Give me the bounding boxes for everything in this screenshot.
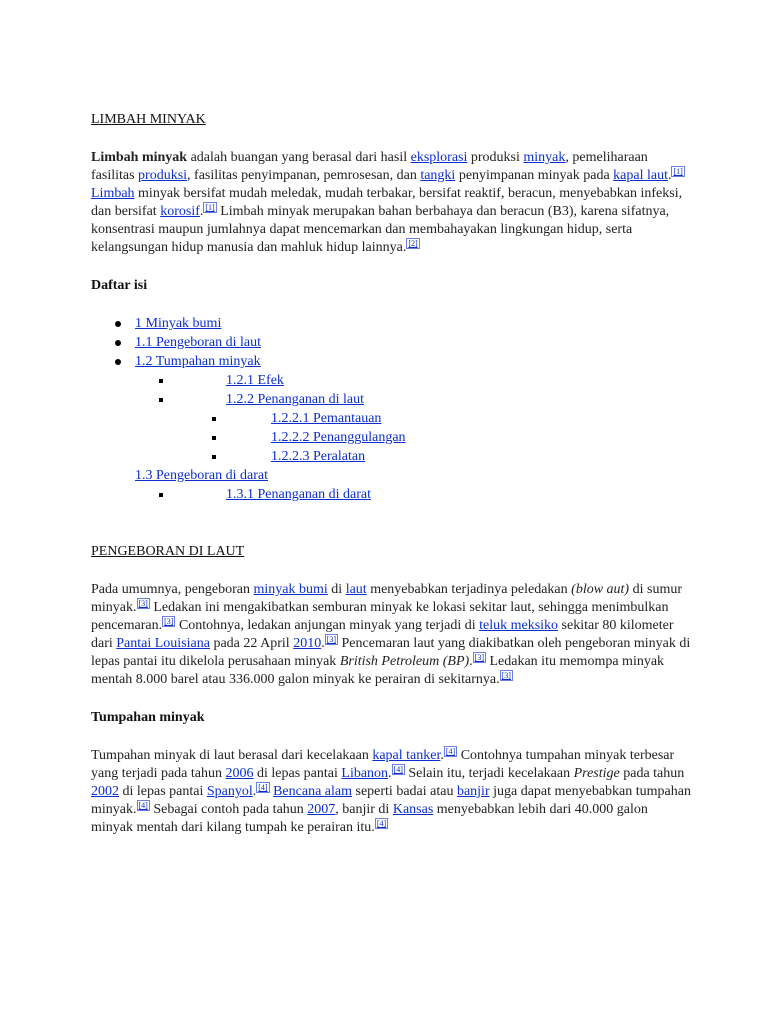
reference-link[interactable]: [4] bbox=[138, 801, 148, 810]
text: , banjir di bbox=[335, 802, 393, 817]
reference-marker bbox=[500, 670, 513, 681]
text: adalah buangan yang berasal dari hasil bbox=[187, 150, 411, 165]
bullet-square-icon bbox=[159, 493, 163, 497]
text: minyak bersifat mudah meledak, mudah terbakar, bersifat reaktif, beracun, menyebabkan infeksi, dan bersifat bbox=[91, 186, 683, 219]
reference-marker bbox=[137, 598, 150, 609]
text: . bbox=[440, 748, 444, 763]
bullet-disc-icon bbox=[115, 359, 121, 365]
toc-link-penanggulangan[interactable]: 1.2.2.2 Penanggulangan bbox=[271, 430, 406, 445]
text: penyimpanan minyak pada bbox=[455, 168, 614, 183]
section-title-pengeboran-di-laut: PENGEBORAN DI LAUT bbox=[91, 544, 245, 559]
link-laut[interactable]: laut bbox=[345, 582, 367, 597]
reference-link[interactable]: [3] bbox=[501, 671, 511, 680]
link-limbah[interactable]: Limbah bbox=[91, 186, 135, 201]
link-eksplorasi[interactable]: eksplorasi bbox=[410, 150, 468, 165]
reference-marker bbox=[375, 818, 388, 829]
italic-term: (blow aut) bbox=[571, 582, 630, 597]
toc-item bbox=[91, 314, 691, 333]
toc-item bbox=[91, 333, 691, 352]
toc-link-peralatan[interactable]: 1.2.2.3 Peralatan bbox=[271, 449, 366, 464]
text: . bbox=[252, 784, 257, 799]
reference-marker bbox=[406, 238, 419, 249]
reference-marker bbox=[392, 764, 405, 775]
toc-item bbox=[91, 485, 691, 504]
text: , fasilitas penyimpanan, pemrosesan, dan bbox=[187, 168, 421, 183]
section-title-limbah-minyak: LIMBAH MINYAK bbox=[91, 112, 206, 127]
bullet-square-icon bbox=[159, 398, 163, 402]
bullet-disc-icon bbox=[115, 321, 121, 327]
reference-link[interactable]: [3] bbox=[326, 635, 337, 644]
text: di lepas pantai bbox=[253, 766, 342, 781]
toc-item bbox=[91, 428, 691, 447]
link-korosif[interactable]: korosif bbox=[160, 204, 200, 219]
bold-term: Limbah minyak bbox=[91, 150, 188, 165]
reference-marker bbox=[256, 782, 269, 793]
toc-link-pengeboran-di-laut[interactable]: 1.1 Pengeboran di laut bbox=[135, 335, 261, 350]
text: di sumur minyak. bbox=[91, 582, 682, 615]
toc-link-penanganan-di-darat[interactable]: 1.3.1 Penanganan di darat bbox=[226, 487, 372, 502]
text: Sebagai contoh pada tahun bbox=[149, 802, 308, 817]
toc-item bbox=[91, 371, 691, 390]
text: Contohnya, ledakan anjungan minyak yang terjadi di bbox=[175, 618, 480, 633]
reference-marker bbox=[444, 746, 457, 757]
bullet-square-icon bbox=[159, 379, 163, 383]
toc-link-efek[interactable]: 1.2.1 Efek bbox=[226, 373, 284, 388]
reference-link[interactable]: [4] bbox=[376, 819, 387, 828]
paragraph-tumpahan-minyak bbox=[91, 747, 691, 837]
text: . bbox=[667, 168, 672, 183]
text: . bbox=[388, 766, 392, 781]
text: Tumpahan minyak di laut berasal dari kecelakaan bbox=[91, 748, 373, 763]
text: di lepas pantai bbox=[119, 784, 207, 799]
reference-link[interactable]: [1] bbox=[673, 167, 683, 176]
italic-term: British Petroleum (BP) bbox=[339, 654, 470, 669]
paragraph-pengeboran-di-laut bbox=[91, 581, 691, 689]
reference-link[interactable]: [3] bbox=[474, 653, 484, 662]
text: sekitar 80 kilometer dari bbox=[91, 618, 674, 651]
reference-link[interactable]: [4] bbox=[445, 747, 456, 756]
toc-item bbox=[91, 409, 691, 428]
link-minyak[interactable]: minyak bbox=[523, 150, 566, 165]
link-banjir[interactable]: banjir bbox=[456, 784, 490, 799]
text: . bbox=[321, 636, 325, 651]
link-2006[interactable]: 2006 bbox=[225, 766, 254, 781]
link-2002[interactable]: 2002 bbox=[91, 784, 119, 799]
toc-item bbox=[91, 352, 691, 371]
toc-link-tumpahan-minyak[interactable]: 1.2 Tumpahan minyak bbox=[135, 354, 261, 369]
italic-term: Prestige bbox=[573, 766, 620, 781]
link-pantai-louisiana[interactable]: Pantai Louisiana bbox=[116, 636, 210, 651]
reference-link[interactable]: [4] bbox=[393, 765, 403, 774]
text: Limbah minyak merupakan bahan berbahaya dan beracun (B3), karena sifatnya, konsentrasi maupun jumlahnya dapat mencemarkan dan membahayakan lingkungan hidup, serta kelangsungan hidup manusia dan mahluk hidup lainnya. bbox=[91, 204, 670, 255]
reference-marker bbox=[137, 800, 150, 811]
text: . bbox=[469, 654, 473, 669]
bullet-square-icon bbox=[212, 455, 216, 459]
link-teluk-meksiko[interactable]: teluk meksiko bbox=[479, 618, 559, 633]
reference-link[interactable]: [1] bbox=[205, 203, 215, 212]
text: pada tahun bbox=[619, 766, 685, 781]
bullet-square-icon bbox=[212, 436, 216, 440]
text: di bbox=[327, 582, 346, 597]
link-kapal-tanker[interactable]: kapal tanker bbox=[372, 748, 441, 763]
link-libanon[interactable]: Libanon bbox=[341, 766, 389, 781]
reference-marker bbox=[162, 616, 175, 627]
reference-marker bbox=[325, 634, 338, 645]
text: Selain itu, terjadi kecelakaan bbox=[404, 766, 574, 781]
text: Contohnya tumpahan minyak terbesar yang terjadi pada tahun bbox=[91, 748, 675, 781]
table-of-contents bbox=[91, 314, 691, 504]
link-spanyol[interactable]: Spanyol bbox=[206, 784, 253, 799]
reference-link[interactable]: [3] bbox=[164, 617, 174, 626]
toc-item bbox=[91, 466, 691, 485]
reference-marker bbox=[671, 166, 684, 177]
toc-heading: Daftar isi bbox=[91, 278, 148, 293]
link-minyak-bumi[interactable]: minyak bumi bbox=[253, 582, 328, 597]
bullet-square-icon bbox=[212, 417, 216, 421]
text: seperti badai atau bbox=[352, 784, 457, 799]
reference-link[interactable]: [3] bbox=[138, 599, 148, 608]
text: produksi bbox=[467, 150, 524, 165]
bullet-disc-icon bbox=[115, 340, 121, 346]
link-produksi[interactable]: produksi bbox=[138, 168, 188, 183]
text: Ledakan itu memompa minyak mentah 8.000 barel atau 336.000 galon minyak ke perairan di sekitarnya. bbox=[91, 654, 665, 687]
link-2007[interactable]: 2007 bbox=[307, 802, 336, 817]
section-title-tumpahan-minyak: Tumpahan minyak bbox=[91, 710, 205, 725]
reference-link[interactable]: [2] bbox=[408, 239, 418, 248]
link-kapal-laut[interactable]: kapal laut bbox=[613, 168, 668, 183]
toc-link-pemantauan[interactable]: 1.2.2.1 Pemantauan bbox=[271, 411, 382, 426]
text: . bbox=[199, 204, 204, 219]
text: juga dapat menyebabkan tumpahan minyak. bbox=[91, 784, 691, 817]
toc-item bbox=[91, 447, 691, 466]
document-body bbox=[91, 111, 691, 837]
link-2010[interactable]: 2010 bbox=[293, 636, 322, 651]
text: pada 22 April bbox=[209, 636, 294, 651]
toc-link-pengeboran-di-darat[interactable]: 1.3 Pengeboran di darat bbox=[135, 468, 268, 483]
toc-item bbox=[91, 390, 691, 409]
text: Pencemaran laut yang diakibatkan oleh pengeboran minyak di lepas pantai itu dikelola perusahaan minyak bbox=[91, 636, 691, 669]
paragraph-limbah-minyak bbox=[91, 149, 691, 257]
text: menyebabkan terjadinya peledakan bbox=[366, 582, 572, 597]
text: menyebabkan lebih dari 40.000 galon minyak mentah dari kilang tumpah ke perairan itu. bbox=[91, 802, 648, 835]
toc-link-penanganan-di-laut[interactable]: 1.2.2 Penanganan di laut bbox=[226, 392, 365, 407]
link-tangki[interactable]: tangki bbox=[420, 168, 456, 183]
link-bencana-alam[interactable]: Bencana alam bbox=[273, 784, 352, 799]
text: Pada umumnya, pengeboran bbox=[91, 582, 254, 597]
text: , pemeliharaan fasilitas bbox=[91, 150, 648, 183]
toc-link-minyak-bumi[interactable]: 1 Minyak bumi bbox=[135, 316, 222, 331]
reference-marker bbox=[473, 652, 486, 663]
reference-marker bbox=[203, 202, 216, 213]
link-kansas[interactable]: Kansas bbox=[392, 802, 434, 817]
reference-link[interactable]: [4] bbox=[258, 783, 268, 792]
text: Ledakan ini mengakibatkan semburan minyak ke lokasi sekitar laut, sehingga menimbulkan pencemaran. bbox=[91, 600, 669, 633]
